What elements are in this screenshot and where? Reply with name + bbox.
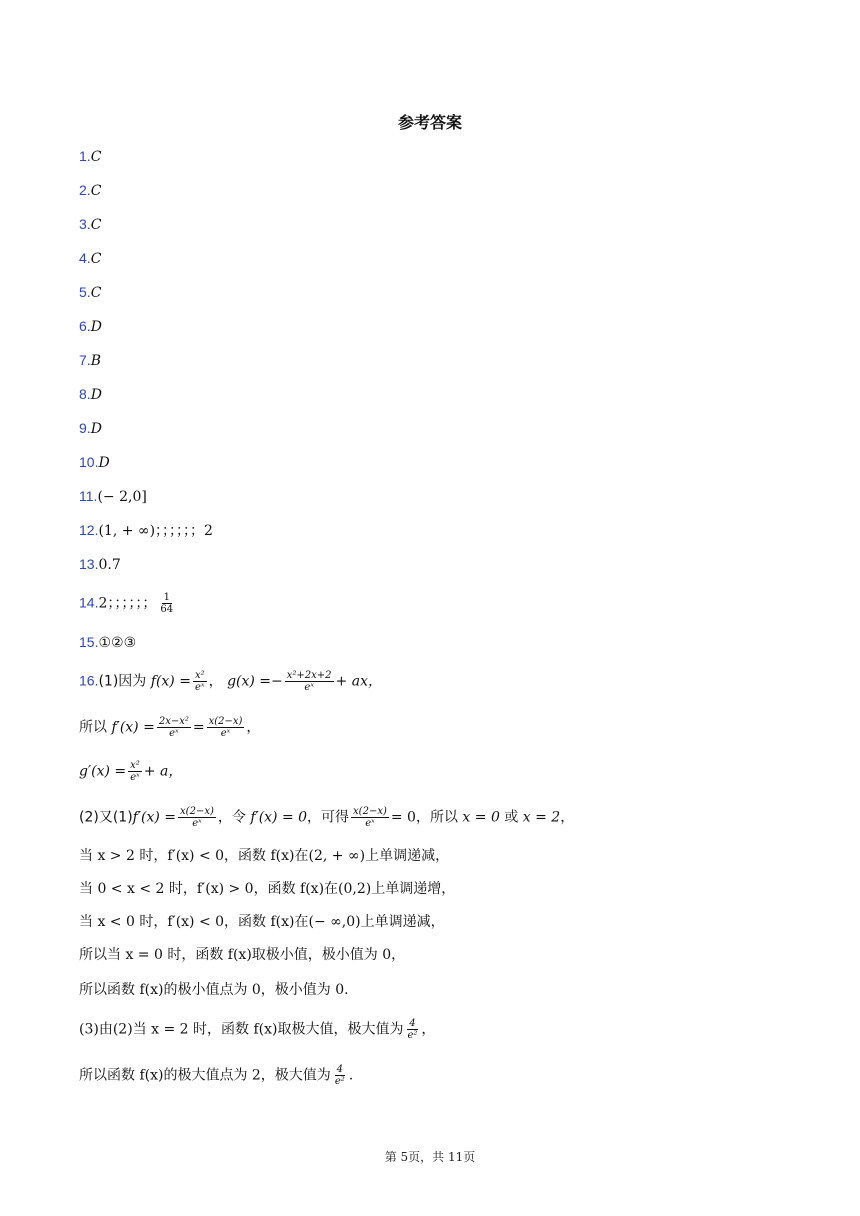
solution-line-2 (79, 716, 260, 739)
math: g(x) =− (227, 673, 283, 690)
fraction-denominator: eˣ (130, 772, 140, 783)
answer-text: 0.7 (98, 557, 121, 573)
text: 当 x < 0 时，f′(x) < 0，函数 f(x)在(− ∞,0)上单调递减， (79, 914, 445, 930)
math: f′(x) = (132, 809, 177, 826)
answer-line (79, 554, 121, 575)
text: (1)因为 (98, 673, 147, 690)
math: x = 2 (522, 809, 561, 826)
question-number: 9. (79, 420, 91, 436)
fraction-denominator: eˣ (220, 728, 231, 739)
question-number: 16. (79, 672, 99, 689)
text: 所以函数 f(x)的极小值点为 0，极小值为 0. (79, 982, 349, 998)
solution-line-1 (79, 670, 382, 693)
answer-text: C (90, 285, 102, 301)
text: ，可得 (307, 809, 350, 826)
fraction-numerator: x(2−x) (353, 806, 387, 817)
question-number: 14. (79, 594, 99, 611)
question-number: 12. (79, 522, 99, 538)
text: 当 0 < x < 2 时，f′(x) > 0，函数 f(x)在(0,2)上单调递增， (79, 881, 456, 897)
question-number: 6. (79, 318, 91, 334)
math: x = 0 (462, 809, 500, 826)
question-number: 10. (79, 454, 99, 470)
answer-line (79, 180, 101, 201)
solution-line-4 (79, 806, 574, 829)
fraction (405, 1018, 419, 1041)
text: ， (421, 1021, 436, 1038)
math: f(x) = (150, 673, 191, 690)
solution-line-8 (79, 945, 405, 965)
answer-line (79, 214, 101, 235)
text: ， (208, 673, 223, 690)
question-number: 8. (79, 386, 91, 402)
text: 所以函数 f(x)的极大值点为 2，极大值为 (79, 1067, 331, 1084)
math: + a， (143, 763, 183, 780)
math: f′(x) = (111, 719, 155, 736)
answer-line-14 (79, 592, 177, 615)
fraction (158, 592, 175, 615)
solution-line-5 (79, 846, 449, 866)
text: ，所以 (415, 809, 458, 826)
answer-text: C (90, 183, 102, 199)
answer-line (79, 520, 213, 541)
question-number: 5. (79, 284, 91, 300)
answer-line (79, 350, 101, 371)
page-title: 参考答案 (397, 113, 462, 132)
solution-line-7 (79, 912, 445, 932)
answer-text: C (90, 251, 102, 267)
fraction-numerator: 2x−x² (158, 716, 189, 727)
text: 或 (504, 809, 519, 826)
question-number: 11. (79, 488, 98, 504)
answer-text: ①②③ (98, 635, 137, 651)
fraction (178, 806, 216, 829)
text: (3)由(2)当 x = 2 时，函数 f(x)取极大值，极大值为 (79, 1021, 404, 1038)
answer-line (79, 452, 110, 473)
answer-text: C (90, 217, 102, 233)
fraction-numerator: 1 (163, 592, 170, 603)
answer-text: C (90, 149, 102, 165)
fraction-numerator: 4 (336, 1064, 343, 1075)
text: 当 x > 2 时，f′(x) < 0，函数 f(x)在(2, + ∞)上单调递减， (79, 848, 450, 864)
answer-line (79, 146, 101, 167)
answer-line (79, 418, 102, 439)
fraction-denominator: eˣ (169, 728, 179, 739)
page-footer: 第 5页，共 11页 (384, 1150, 476, 1164)
answer-line (79, 486, 147, 507)
fraction-denominator: eˣ (365, 818, 375, 829)
math: g′(x) = (79, 763, 127, 780)
question-number: 13. (79, 556, 99, 572)
answer-text: D (90, 387, 102, 403)
solution-line-6 (79, 879, 455, 899)
text: ，令 (217, 809, 246, 826)
answer-line (79, 248, 101, 269)
question-number: 3. (79, 216, 91, 232)
fraction-numerator: 4 (409, 1018, 416, 1029)
solution-line-11 (79, 1064, 353, 1087)
question-number: 15. (79, 634, 99, 650)
fraction-numerator: x²+2x+2 (286, 670, 332, 681)
math: f′(x) = 0 (250, 809, 308, 826)
text: . (348, 1067, 354, 1084)
fraction-denominator: e² (334, 1076, 345, 1087)
answer-text: (− 2,0] (97, 489, 147, 505)
text: ， (560, 809, 575, 826)
math: + ax， (335, 673, 382, 690)
fraction-denominator: eˣ (195, 682, 205, 693)
text: 所以当 x = 0 时，函数 f(x)取极小值，极小值为 0， (79, 947, 406, 963)
question-number: 4. (79, 250, 91, 266)
fraction (128, 760, 142, 783)
text: (2)又(1) (79, 809, 133, 826)
solution-line-10 (79, 1018, 435, 1041)
fraction-denominator: e² (407, 1030, 418, 1041)
fraction-numerator: x² (194, 670, 205, 681)
fraction (207, 716, 245, 739)
fraction-denominator: eˣ (192, 818, 202, 829)
fraction (333, 1064, 347, 1087)
answer-text: D (90, 421, 102, 437)
fraction-numerator: x(2−x) (180, 806, 214, 817)
answer-line-15 (79, 632, 136, 653)
fraction-denominator: 64 (160, 604, 174, 615)
text: ， (246, 719, 261, 736)
fraction (285, 670, 334, 693)
fraction-numerator: x² (130, 760, 140, 771)
solution-line-9 (79, 980, 349, 1000)
fraction (193, 670, 207, 693)
fraction-denominator: eˣ (304, 682, 314, 693)
question-number: 1. (79, 148, 91, 164)
solution-line-3 (79, 760, 182, 783)
math: = (192, 719, 205, 736)
answer-text: D (98, 455, 110, 471)
text: 所以 (79, 719, 107, 736)
answer-line (79, 282, 101, 303)
answer-line (79, 316, 102, 337)
question-number: 2. (79, 182, 91, 198)
answer-line (79, 384, 102, 405)
answer-text: D (90, 319, 102, 335)
answer-text: B (90, 353, 101, 369)
answer-text: 2；；；；；； (98, 595, 157, 612)
answer-text: (1, + ∞)；；；；；；2 (98, 523, 213, 539)
math: = 0 (390, 809, 416, 826)
question-number: 7. (79, 352, 91, 368)
fraction (351, 806, 389, 829)
fraction-numerator: x(2−x) (208, 716, 243, 727)
fraction (157, 716, 191, 739)
